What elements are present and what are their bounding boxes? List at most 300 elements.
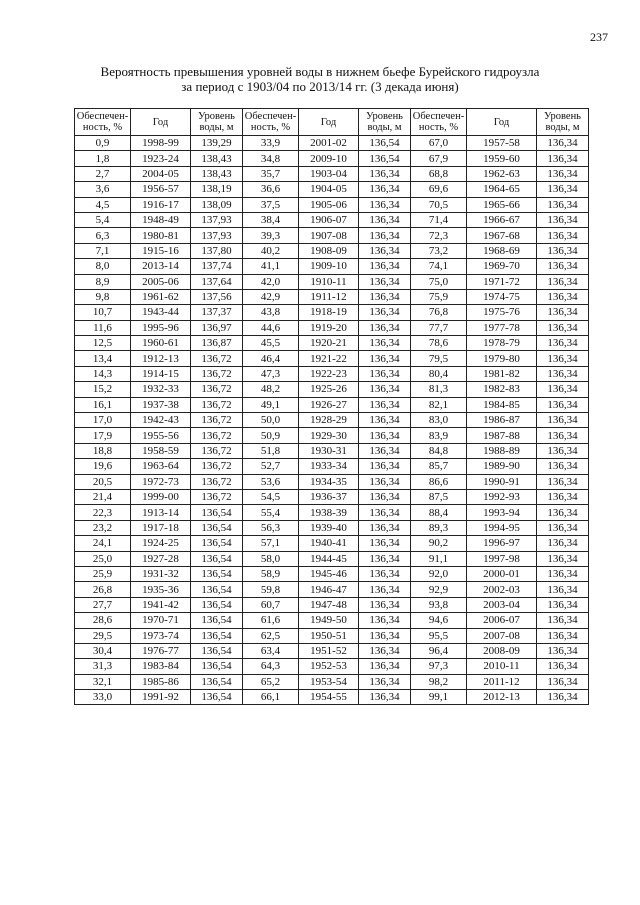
water-level-cell: 136,54 — [191, 643, 243, 658]
probability-cell: 1,8 — [75, 151, 131, 166]
probability-cell: 92,0 — [411, 566, 467, 581]
year-cell: 2009-10 — [299, 151, 359, 166]
probability-cell: 97,3 — [411, 659, 467, 674]
year-cell: 1988-89 — [467, 443, 537, 458]
year-cell: 1958-59 — [131, 443, 191, 458]
water-level-cell: 136,34 — [359, 443, 411, 458]
probability-cell: 91,1 — [411, 551, 467, 566]
year-cell: 1971-72 — [467, 274, 537, 289]
year-cell: 1944-45 — [299, 551, 359, 566]
probability-cell: 25,0 — [75, 551, 131, 566]
year-cell: 1919-20 — [299, 320, 359, 335]
water-level-cell: 136,34 — [537, 628, 589, 643]
year-cell: 1934-35 — [299, 474, 359, 489]
probability-cell: 67,0 — [411, 136, 467, 151]
probability-cell: 64,3 — [243, 659, 299, 674]
water-level-cell: 136,34 — [537, 259, 589, 274]
year-cell: 1941-42 — [131, 597, 191, 612]
year-cell: 2006-07 — [467, 613, 537, 628]
table-header-row — [75, 109, 589, 136]
water-level-cell: 136,72 — [191, 489, 243, 504]
year-cell: 1917-18 — [131, 520, 191, 535]
probability-cell: 60,7 — [243, 597, 299, 612]
table-row — [75, 397, 589, 412]
year-cell: 2003-04 — [467, 597, 537, 612]
water-level-cell: 136,54 — [191, 674, 243, 689]
water-level-cell: 136,34 — [359, 259, 411, 274]
year-cell: 1961-62 — [131, 289, 191, 304]
water-level-cell: 136,34 — [537, 551, 589, 566]
probability-cell: 78,6 — [411, 336, 467, 351]
probability-cell: 8,9 — [75, 274, 131, 289]
year-cell: 1916-17 — [131, 197, 191, 212]
table-row — [75, 428, 589, 443]
year-cell: 1943-44 — [131, 305, 191, 320]
table-row — [75, 366, 589, 381]
water-level-cell: 136,34 — [359, 551, 411, 566]
year-cell: 1998-99 — [131, 136, 191, 151]
probability-cell: 99,1 — [411, 690, 467, 705]
water-level-cell: 138,43 — [191, 166, 243, 181]
water-level-cell: 137,93 — [191, 212, 243, 227]
water-level-cell: 136,34 — [359, 628, 411, 643]
water-level-cell: 136,34 — [537, 690, 589, 705]
probability-cell: 80,4 — [411, 366, 467, 381]
probability-cell: 75,0 — [411, 274, 467, 289]
year-cell: 1930-31 — [299, 443, 359, 458]
water-level-cell: 137,74 — [191, 259, 243, 274]
probability-cell: 83,9 — [411, 428, 467, 443]
year-cell: 1908-09 — [299, 243, 359, 258]
water-level-cell: 136,34 — [537, 166, 589, 181]
water-level-cell: 136,34 — [359, 566, 411, 581]
year-cell: 1997-98 — [467, 551, 537, 566]
water-level-cell: 136,54 — [359, 136, 411, 151]
year-cell: 1986-87 — [467, 413, 537, 428]
year-cell: 1973-74 — [131, 628, 191, 643]
water-level-cell: 136,34 — [537, 305, 589, 320]
probability-cell: 54,5 — [243, 489, 299, 504]
probability-cell: 42,9 — [243, 289, 299, 304]
probability-cell: 92,9 — [411, 582, 467, 597]
year-cell: 1976-77 — [131, 643, 191, 658]
year-cell: 1989-90 — [467, 459, 537, 474]
table-body — [75, 136, 589, 705]
probability-cell: 90,2 — [411, 536, 467, 551]
page-number: 237 — [590, 30, 608, 44]
year-cell: 1931-32 — [131, 566, 191, 581]
water-level-cell: 136,54 — [191, 582, 243, 597]
probability-cell: 30,4 — [75, 643, 131, 658]
year-cell: 1955-56 — [131, 428, 191, 443]
year-cell: 1964-65 — [467, 182, 537, 197]
water-level-cell: 136,72 — [191, 428, 243, 443]
year-cell: 1985-86 — [131, 674, 191, 689]
probability-cell: 75,9 — [411, 289, 467, 304]
probability-cell: 49,1 — [243, 397, 299, 412]
water-level-cell: 136,34 — [359, 659, 411, 674]
year-cell: 1922-23 — [299, 366, 359, 381]
probability-cell: 55,4 — [243, 505, 299, 520]
water-level-cell: 136,34 — [537, 382, 589, 397]
year-cell: 1959-60 — [467, 151, 537, 166]
year-cell: 1999-00 — [131, 489, 191, 504]
water-level-cell: 136,34 — [537, 320, 589, 335]
year-cell: 2004-05 — [131, 166, 191, 181]
water-level-cell: 136,34 — [537, 212, 589, 227]
table-row — [75, 505, 589, 520]
table-row — [75, 643, 589, 658]
water-level-cell: 136,34 — [359, 582, 411, 597]
probability-cell: 41,1 — [243, 259, 299, 274]
year-cell: 1929-30 — [299, 428, 359, 443]
year-cell: 1912-13 — [131, 351, 191, 366]
table-row — [75, 566, 589, 581]
year-cell: 1909-10 — [299, 259, 359, 274]
water-level-cell: 136,34 — [359, 613, 411, 628]
year-cell: 1918-19 — [299, 305, 359, 320]
table-row — [75, 628, 589, 643]
water-level-cell: 136,54 — [191, 566, 243, 581]
year-cell: 1991-92 — [131, 690, 191, 705]
probability-cell: 18,8 — [75, 443, 131, 458]
probability-cell: 42,0 — [243, 274, 299, 289]
probability-cell: 50,0 — [243, 413, 299, 428]
water-level-cell: 136,34 — [359, 289, 411, 304]
year-cell: 1903-04 — [299, 166, 359, 181]
probability-cell: 17,0 — [75, 413, 131, 428]
water-level-cell: 136,72 — [191, 382, 243, 397]
water-level-cell: 136,34 — [359, 351, 411, 366]
water-level-cell: 136,34 — [359, 505, 411, 520]
probability-cell: 81,3 — [411, 382, 467, 397]
water-level-cell: 138,09 — [191, 197, 243, 212]
water-level-cell: 136,34 — [359, 428, 411, 443]
year-cell: 1920-21 — [299, 336, 359, 351]
year-cell: 1951-52 — [299, 643, 359, 658]
probability-cell: 98,2 — [411, 674, 467, 689]
table-row — [75, 674, 589, 689]
water-level-cell: 136,72 — [191, 366, 243, 381]
probability-cell: 58,9 — [243, 566, 299, 581]
year-cell: 1960-61 — [131, 336, 191, 351]
year-cell: 1970-71 — [131, 613, 191, 628]
table-row — [75, 259, 589, 274]
water-level-cell: 138,19 — [191, 182, 243, 197]
water-level-cell: 136,34 — [359, 397, 411, 412]
water-level-cell: 136,97 — [191, 320, 243, 335]
table-row — [75, 536, 589, 551]
probability-cell: 2,7 — [75, 166, 131, 181]
water-level-cell: 136,34 — [537, 274, 589, 289]
year-cell: 1942-43 — [131, 413, 191, 428]
year-cell: 1962-63 — [467, 166, 537, 181]
probability-cell: 71,4 — [411, 212, 467, 227]
water-level-cell: 136,34 — [537, 289, 589, 304]
probability-cell: 72,3 — [411, 228, 467, 243]
probability-cell: 14,3 — [75, 366, 131, 381]
probability-cell: 69,6 — [411, 182, 467, 197]
water-level-cell: 136,34 — [537, 459, 589, 474]
year-cell: 1995-96 — [131, 320, 191, 335]
year-cell: 1933-34 — [299, 459, 359, 474]
water-level-cell: 136,34 — [359, 474, 411, 489]
probability-cell: 56,3 — [243, 520, 299, 535]
year-cell: 2005-06 — [131, 274, 191, 289]
probability-cell: 21,4 — [75, 489, 131, 504]
probability-cell: 8,0 — [75, 259, 131, 274]
year-cell: 1963-64 — [131, 459, 191, 474]
water-level-cell: 136,54 — [191, 536, 243, 551]
probability-cell: 89,3 — [411, 520, 467, 535]
probability-cell: 76,8 — [411, 305, 467, 320]
probability-cell: 3,6 — [75, 182, 131, 197]
water-level-cell: 136,34 — [537, 243, 589, 258]
year-cell: 1977-78 — [467, 320, 537, 335]
year-cell: 2007-08 — [467, 628, 537, 643]
year-cell: 1983-84 — [131, 659, 191, 674]
probability-cell: 57,1 — [243, 536, 299, 551]
water-level-cell: 136,72 — [191, 474, 243, 489]
table-row — [75, 582, 589, 597]
year-cell: 1915-16 — [131, 243, 191, 258]
year-cell: 1987-88 — [467, 428, 537, 443]
water-level-cell: 136,34 — [537, 366, 589, 381]
table-row — [75, 659, 589, 674]
year-cell: 1979-80 — [467, 351, 537, 366]
probability-cell: 40,2 — [243, 243, 299, 258]
year-cell: 1937-38 — [131, 397, 191, 412]
header-water-level: Уровень воды, м — [191, 109, 243, 136]
table-row — [75, 489, 589, 504]
probability-cell: 79,5 — [411, 351, 467, 366]
probability-cell: 63,4 — [243, 643, 299, 658]
year-cell: 1978-79 — [467, 336, 537, 351]
year-cell: 1947-48 — [299, 597, 359, 612]
probability-cell: 66,1 — [243, 690, 299, 705]
year-cell: 1990-91 — [467, 474, 537, 489]
year-cell: 1957-58 — [467, 136, 537, 151]
year-cell: 1950-51 — [299, 628, 359, 643]
probability-cell: 74,1 — [411, 259, 467, 274]
probability-cell: 34,8 — [243, 151, 299, 166]
table-row — [75, 274, 589, 289]
water-level-cell: 136,34 — [537, 582, 589, 597]
table-row — [75, 382, 589, 397]
water-level-cell: 137,56 — [191, 289, 243, 304]
probability-cell: 52,7 — [243, 459, 299, 474]
water-level-cell: 136,34 — [537, 674, 589, 689]
probability-cell: 67,9 — [411, 151, 467, 166]
water-level-cell: 136,34 — [359, 274, 411, 289]
year-cell: 1932-33 — [131, 382, 191, 397]
year-cell: 1939-40 — [299, 520, 359, 535]
water-level-cell: 137,80 — [191, 243, 243, 258]
water-level-cell: 136,34 — [537, 151, 589, 166]
water-level-cell: 136,34 — [359, 382, 411, 397]
year-cell: 1982-83 — [467, 382, 537, 397]
year-cell: 2011-12 — [467, 674, 537, 689]
year-cell: 1968-69 — [467, 243, 537, 258]
probability-cell: 22,3 — [75, 505, 131, 520]
water-level-cell: 136,54 — [191, 597, 243, 612]
year-cell: 1981-82 — [467, 366, 537, 381]
water-level-cell: 136,34 — [359, 228, 411, 243]
year-cell: 1992-93 — [467, 489, 537, 504]
water-level-cell: 136,72 — [191, 351, 243, 366]
year-cell: 1904-05 — [299, 182, 359, 197]
water-level-cell: 136,72 — [191, 413, 243, 428]
year-cell: 1935-36 — [131, 582, 191, 597]
water-level-cell: 136,72 — [191, 459, 243, 474]
water-level-cell: 136,34 — [359, 520, 411, 535]
water-level-cell: 136,34 — [537, 659, 589, 674]
probability-cell: 37,5 — [243, 197, 299, 212]
probability-cell: 25,9 — [75, 566, 131, 581]
probability-cell: 85,7 — [411, 459, 467, 474]
probability-cell: 88,4 — [411, 505, 467, 520]
water-level-cell: 136,34 — [537, 505, 589, 520]
probability-cell: 27,7 — [75, 597, 131, 612]
year-cell: 1905-06 — [299, 197, 359, 212]
probability-cell: 70,5 — [411, 197, 467, 212]
probability-cell: 4,5 — [75, 197, 131, 212]
probability-cell: 93,8 — [411, 597, 467, 612]
probability-cell: 77,7 — [411, 320, 467, 335]
water-level-cell: 136,34 — [359, 489, 411, 504]
probability-cell: 82,1 — [411, 397, 467, 412]
probability-cell: 10,7 — [75, 305, 131, 320]
table-row — [75, 597, 589, 612]
water-level-cell: 136,34 — [359, 643, 411, 658]
probability-cell: 17,9 — [75, 428, 131, 443]
water-level-cell: 136,72 — [191, 397, 243, 412]
year-cell: 2008-09 — [467, 643, 537, 658]
water-level-cell: 136,34 — [537, 428, 589, 443]
water-level-cell: 137,93 — [191, 228, 243, 243]
year-cell: 1914-15 — [131, 366, 191, 381]
probability-cell: 13,4 — [75, 351, 131, 366]
year-cell: 1966-67 — [467, 212, 537, 227]
table-row — [75, 690, 589, 705]
probability-cell: 19,6 — [75, 459, 131, 474]
water-level-cell: 136,54 — [191, 659, 243, 674]
water-level-cell: 136,54 — [359, 151, 411, 166]
probability-cell: 7,1 — [75, 243, 131, 258]
water-level-cell: 136,34 — [359, 536, 411, 551]
probability-cell: 26,8 — [75, 582, 131, 597]
probability-cell: 16,1 — [75, 397, 131, 412]
table-row — [75, 151, 589, 166]
year-cell: 1946-47 — [299, 582, 359, 597]
probability-cell: 31,3 — [75, 659, 131, 674]
table-row — [75, 336, 589, 351]
table-row — [75, 243, 589, 258]
water-level-cell: 136,34 — [537, 413, 589, 428]
water-level-cell: 136,87 — [191, 336, 243, 351]
year-cell: 1928-29 — [299, 413, 359, 428]
probability-cell: 36,6 — [243, 182, 299, 197]
probability-cell: 29,5 — [75, 628, 131, 643]
water-level-cell: 136,34 — [537, 520, 589, 535]
water-level-cell: 136,54 — [191, 613, 243, 628]
water-level-cell: 139,29 — [191, 136, 243, 151]
probability-cell: 62,5 — [243, 628, 299, 643]
water-level-cell: 136,34 — [359, 166, 411, 181]
year-cell: 1952-53 — [299, 659, 359, 674]
year-cell: 1948-49 — [131, 212, 191, 227]
water-level-cell: 136,34 — [359, 182, 411, 197]
water-level-cell: 136,34 — [359, 336, 411, 351]
probability-cell: 58,0 — [243, 551, 299, 566]
year-cell: 2012-13 — [467, 690, 537, 705]
year-cell: 1993-94 — [467, 505, 537, 520]
water-level-cell: 136,34 — [359, 597, 411, 612]
water-level-cell: 136,34 — [359, 459, 411, 474]
table-row — [75, 520, 589, 535]
water-level-cell: 136,34 — [537, 443, 589, 458]
year-cell: 1956-57 — [131, 182, 191, 197]
probability-cell: 9,8 — [75, 289, 131, 304]
year-cell: 1967-68 — [467, 228, 537, 243]
year-cell: 1965-66 — [467, 197, 537, 212]
table-row — [75, 459, 589, 474]
year-cell: 1913-14 — [131, 505, 191, 520]
probability-cell: 50,9 — [243, 428, 299, 443]
header-year: Год — [131, 109, 191, 136]
water-level-cell: 136,34 — [359, 212, 411, 227]
header-probability: Обеспечен-ность, % — [75, 109, 131, 136]
water-level-cell: 136,34 — [359, 366, 411, 381]
header-probability: Обеспечен-ность, % — [411, 109, 467, 136]
table-row — [75, 289, 589, 304]
probability-cell: 87,5 — [411, 489, 467, 504]
header-probability: Обеспечен-ность, % — [243, 109, 299, 136]
probability-cell: 44,6 — [243, 320, 299, 335]
water-level-cell: 136,34 — [359, 674, 411, 689]
water-level-cell: 136,34 — [359, 413, 411, 428]
probability-cell: 28,6 — [75, 613, 131, 628]
probability-cell: 24,1 — [75, 536, 131, 551]
probability-cell: 51,8 — [243, 443, 299, 458]
table-row — [75, 551, 589, 566]
probability-cell: 53,6 — [243, 474, 299, 489]
table-row — [75, 166, 589, 181]
header-year: Год — [299, 109, 359, 136]
water-level-cell: 136,34 — [359, 243, 411, 258]
probability-cell: 73,2 — [411, 243, 467, 258]
table-row — [75, 136, 589, 151]
water-level-cell: 136,34 — [537, 228, 589, 243]
year-cell: 1910-11 — [299, 274, 359, 289]
probability-cell: 59,8 — [243, 582, 299, 597]
year-cell: 1954-55 — [299, 690, 359, 705]
table-row — [75, 474, 589, 489]
probability-cell: 96,4 — [411, 643, 467, 658]
year-cell: 1994-95 — [467, 520, 537, 535]
probability-cell: 68,8 — [411, 166, 467, 181]
year-cell: 1972-73 — [131, 474, 191, 489]
year-cell: 1940-41 — [299, 536, 359, 551]
water-level-cell: 136,54 — [191, 690, 243, 705]
probability-cell: 0,9 — [75, 136, 131, 151]
water-level-cell: 136,34 — [537, 643, 589, 658]
year-cell: 1921-22 — [299, 351, 359, 366]
year-cell: 1927-28 — [131, 551, 191, 566]
table-row — [75, 197, 589, 212]
header-water-level: Уровень воды, м — [537, 109, 589, 136]
water-level-cell: 136,54 — [191, 520, 243, 535]
